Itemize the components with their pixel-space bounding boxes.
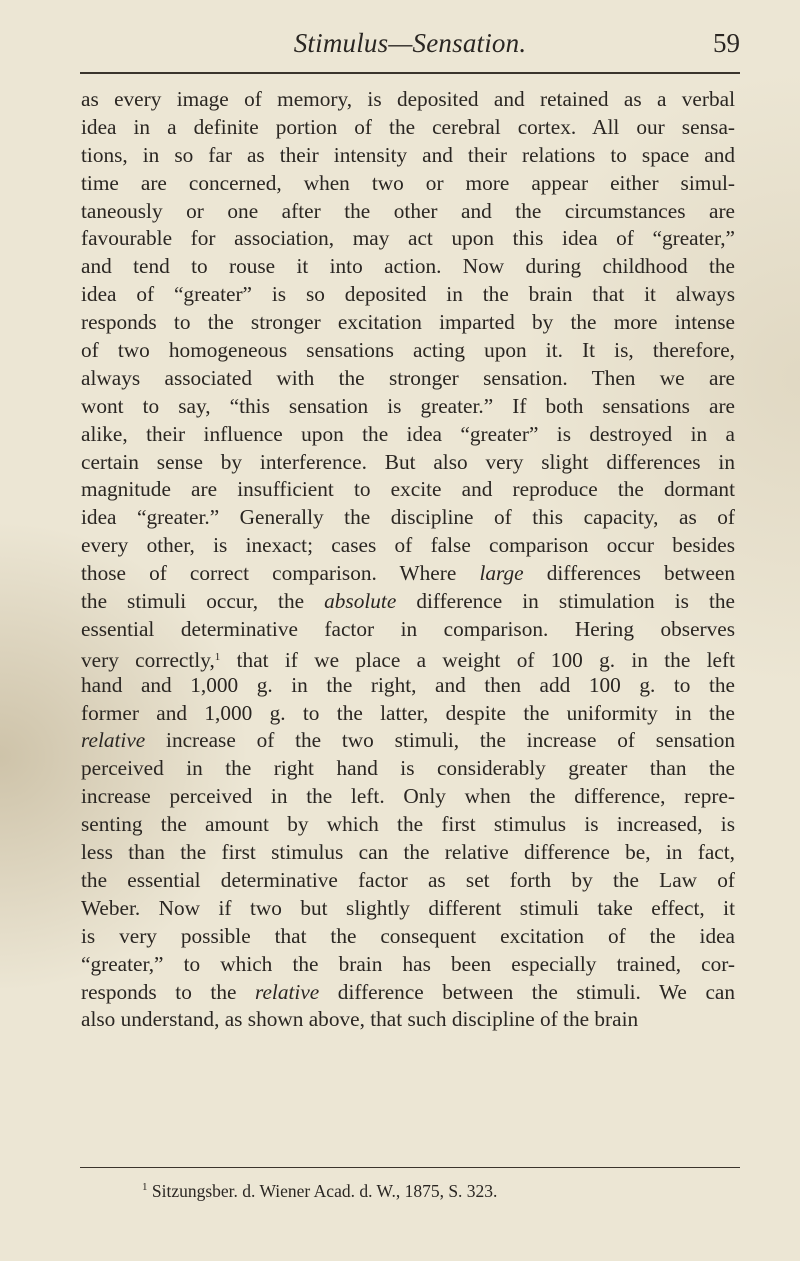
footnote-text: Sitzungsber. d. Wiener Acad. d. W., 1875, S. 323. bbox=[147, 1181, 498, 1201]
footnote-rule bbox=[80, 1167, 740, 1168]
text-segment: the stimuli occur, the bbox=[81, 589, 325, 614]
text-line: and tend to rouse it into action. Now during childhood the bbox=[81, 254, 735, 279]
text-segment: difference between the stimuli. We can bbox=[319, 979, 735, 1004]
text-line bbox=[81, 727, 735, 755]
text-line: hand and 1,000 g. in the right, and then add 100 g. to the bbox=[81, 672, 735, 697]
text-line: the essential determinative factor as set forth by the Law of bbox=[81, 867, 735, 892]
text-line: every other, is inexact; cases of false comparison occur besides bbox=[81, 533, 735, 558]
body-text bbox=[81, 86, 735, 1034]
text-segment: very correctly, bbox=[81, 647, 215, 672]
text-line: “greater,” to which the brain has been especially trained, cor- bbox=[81, 951, 735, 976]
text-line: also understand, as shown above, that such discipline of the brain bbox=[81, 1007, 639, 1032]
italic-emphasis: large bbox=[479, 561, 524, 586]
text-line: tions, in so far as their intensity and their relations to space and bbox=[81, 142, 735, 167]
text-line bbox=[81, 560, 735, 588]
text-line: idea in a definite portion of the cerebral cortex. All our sensa- bbox=[81, 114, 735, 139]
text-line: alike, their influence upon the idea “greater” is destroyed in a bbox=[81, 421, 735, 446]
text-line: of two homogeneous sensations acting upon it. It is, therefore, bbox=[81, 338, 735, 363]
text-line: idea “greater.” Generally the discipline of this capacity, as of bbox=[81, 505, 735, 530]
text-line: Weber. Now if two but slightly different stimuli take effect, it bbox=[81, 895, 735, 920]
text-line bbox=[81, 644, 735, 672]
page-header bbox=[80, 24, 740, 72]
text-line: perceived in the right hand is considerably greater than the bbox=[81, 756, 735, 781]
footnote-reference: 1 bbox=[214, 650, 221, 663]
text-line: magnitude are insufficient to excite and reproduce the dormant bbox=[81, 477, 735, 502]
text-line: increase perceived in the left. Only when the difference, repre- bbox=[81, 784, 735, 809]
text-line bbox=[81, 979, 735, 1007]
text-segment: increase of the two stimuli, the increase of sensation bbox=[145, 728, 735, 753]
text-segment: differences between bbox=[523, 561, 735, 586]
text-line: as every image of memory, is deposited and retained as a verbal bbox=[81, 87, 735, 111]
footnote bbox=[142, 1181, 497, 1202]
text-line: certain sense by interference. But also very slight differences in bbox=[81, 449, 735, 474]
text-line: former and 1,000 g. to the latter, despite the uniformity in the bbox=[81, 700, 735, 725]
footnote-marker: 1 bbox=[142, 1181, 148, 1193]
text-line: taneously or one after the other and the circumstances are bbox=[81, 198, 735, 223]
text-segment: those of correct comparison. Where bbox=[81, 561, 457, 586]
text-segment: that if we place a weight of 100 g. in the left bbox=[220, 647, 735, 672]
text-line: favourable for association, may act upon this idea of “greater,” bbox=[81, 226, 735, 251]
text-line: essential determinative factor in comparison. Hering observes bbox=[81, 616, 735, 641]
running-head: Stimulus—Sensation. bbox=[293, 28, 527, 58]
text-line: less than the first stimulus can the relative difference be, in fact, bbox=[81, 840, 735, 865]
text-segment: responds to the bbox=[81, 979, 255, 1004]
text-segment: difference in stimulation is the bbox=[396, 589, 735, 614]
text-line: always associated with the stronger sensation. Then we are bbox=[81, 365, 735, 390]
italic-emphasis: absolute bbox=[324, 589, 397, 614]
italic-emphasis: relative bbox=[81, 728, 146, 753]
text-line: time are concerned, when two or more appear either simul- bbox=[81, 170, 735, 195]
text-line: is very possible that the consequent excitation of the idea bbox=[81, 923, 735, 948]
text-line bbox=[81, 588, 735, 616]
text-line: wont to say, “this sensation is greater.” If both sensations are bbox=[81, 393, 735, 418]
text-line: responds to the stronger excitation imparted by the more intense bbox=[81, 310, 735, 335]
italic-emphasis: relative bbox=[254, 979, 320, 1004]
text-line: idea of “greater” is so deposited in the brain that it always bbox=[81, 282, 735, 307]
header-rule bbox=[80, 72, 740, 74]
text-line: senting the amount by which the first stimulus is increased, is bbox=[81, 812, 735, 837]
page-number: 59 bbox=[713, 28, 740, 58]
